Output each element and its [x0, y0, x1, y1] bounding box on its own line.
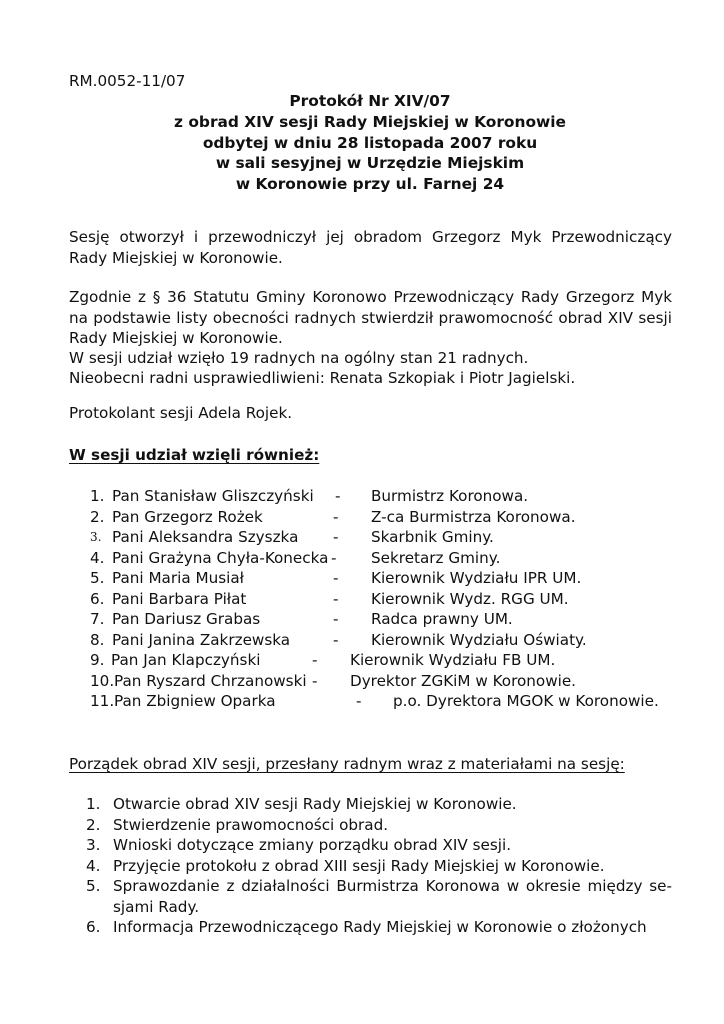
- guest-dash: -: [333, 528, 339, 546]
- intro-paragraph: Sesję otworzył i przewodniczył jej obradom Grzegorz Myk Przewodniczący Rady Miejskiej w Koronowie.: [69, 228, 672, 267]
- title-line-3: odbytej w dniu 28 listopada 2007 roku: [202, 134, 538, 152]
- guest-role: Z-ca Burmistrza Koronowa.: [371, 508, 576, 526]
- guest-name: Pan Jan Klapczyński: [111, 651, 261, 669]
- guest-row: [0, 650, 724, 670]
- guest-number: 2.: [90, 508, 105, 526]
- guest-row: [0, 671, 724, 691]
- guest-row: [0, 507, 724, 527]
- agenda-number: 4.: [86, 857, 101, 875]
- agenda-text: Przyjęcie protokołu z obrad XIII sesji Rady Miejskiej w Koronowie.: [113, 857, 605, 875]
- guest-number: 5.: [90, 569, 105, 587]
- guest-number: 8.: [90, 631, 105, 649]
- guest-dash: -: [333, 610, 339, 628]
- absent-line: Nieobecni radni usprawiedliwieni: Renata Szkopiak i Piotr Jagielski.: [69, 369, 576, 387]
- guest-dash: -: [356, 692, 362, 710]
- guest-name: Pani Grażyna Chyła-Konecka: [112, 549, 329, 567]
- guest-name: Pan Dariusz Grabas: [112, 610, 261, 628]
- agenda-number: 3.: [86, 836, 101, 854]
- guest-name: Pani Maria Musiał: [112, 569, 244, 587]
- agenda-text: Informacja Przewodniczącego Rady Miejskiej w Koronowie o złożonych: [113, 918, 647, 936]
- title-line-1: Protokół Nr XIV/07: [289, 92, 451, 110]
- title-line-2: z obrad XIV sesji Rady Miejskiej w Koronowie: [174, 113, 566, 131]
- guest-name: Pani Aleksandra Szyszka: [112, 528, 299, 546]
- guest-dash: -: [331, 549, 337, 567]
- guest-role: Sekretarz Gminy.: [371, 549, 501, 567]
- agenda-text: Sprawozdanie z działalności Burmistrza Koronowa w okresie między se-sjami Rady.: [113, 877, 672, 916]
- guest-role: Kierownik Wydz. RGG UM.: [371, 590, 569, 608]
- guest-number: 7.: [90, 610, 105, 628]
- agenda-number: 5.: [86, 877, 101, 895]
- guest-role: Kierownik Wydziału Oświaty.: [371, 631, 587, 649]
- title-line-4: w sali sesyjnej w Urzędzie Miejskim: [215, 154, 525, 172]
- guest-row: [0, 691, 724, 711]
- guest-row: [0, 589, 724, 609]
- guest-name: Pan Stanisław Gliszczyński: [112, 487, 314, 505]
- guest-number: 10.: [90, 672, 115, 690]
- guest-row: [0, 527, 724, 547]
- guest-role: Dyrektor ZGKiM w Koronowie.: [350, 672, 577, 690]
- agenda-text: Stwierdzenie prawomocności obrad.: [113, 816, 389, 834]
- agenda-number: 6.: [86, 918, 101, 936]
- quorum-paragraph: Zgodnie z § 36 Statutu Gminy Koronowo Przewodniczący Rady Grzegorz Myk na podstawie listy obecności radnych stwierdził prawomocność obrad XIV sesji Rady Miejskiej w Koronowie.: [69, 288, 672, 347]
- agenda-text: Wnioski dotyczące zmiany porządku obrad XIV sesji.: [113, 836, 512, 854]
- guest-name: Pani Barbara Piłat: [112, 590, 247, 608]
- guest-name: Pan Zbigniew Oparka: [114, 692, 276, 710]
- guest-dash: -: [333, 631, 339, 649]
- guest-row: [0, 548, 724, 568]
- guest-number: 6.: [90, 590, 105, 608]
- guest-role: Skarbnik Gminy.: [371, 528, 494, 546]
- guest-name: Pan Ryszard Chrzanowski: [114, 672, 307, 690]
- guest-number: 11.: [90, 692, 115, 710]
- agenda-heading: Porządek obrad XIV sesji, przesłany radnym wraz z materiałami na sesję:: [69, 755, 625, 773]
- guest-role: Kierownik Wydziału FB UM.: [350, 651, 556, 669]
- guest-number: 1.: [90, 487, 105, 505]
- guest-dash: -: [335, 487, 341, 505]
- guest-dash: -: [333, 590, 339, 608]
- guest-row: [0, 609, 724, 629]
- guest-row: [0, 486, 724, 506]
- guest-role: Burmistrz Koronowa.: [371, 487, 529, 505]
- guest-role: p.o. Dyrektora MGOK w Koronowie.: [393, 692, 659, 710]
- guest-number: 3.: [90, 530, 102, 544]
- guest-row: [0, 630, 724, 650]
- recorder-line: Protokolant sesji Adela Rojek.: [69, 404, 293, 422]
- guest-dash: -: [312, 672, 318, 690]
- guest-role: Radca prawny UM.: [371, 610, 513, 628]
- attendance-line: W sesji udział wzięło 19 radnych na ogólny stan 21 radnych.: [69, 349, 529, 367]
- guest-dash: -: [333, 508, 339, 526]
- document-reference: RM.0052-11/07: [69, 72, 186, 90]
- guests-heading: W sesji udział wzięli również:: [69, 446, 320, 464]
- guest-role: Kierownik Wydziału IPR UM.: [371, 569, 582, 587]
- guest-name: Pani Janina Zakrzewska: [112, 631, 291, 649]
- agenda-text: Otwarcie obrad XIV sesji Rady Miejskiej w Koronowie.: [113, 795, 517, 813]
- guest-row: [0, 568, 724, 588]
- guest-dash: -: [333, 569, 339, 587]
- guest-dash: -: [312, 651, 318, 669]
- title-line-5: w Koronowie przy ul. Farnej 24: [235, 175, 505, 193]
- guest-name: Pan Grzegorz Rożek: [112, 508, 263, 526]
- agenda-number: 1.: [86, 795, 101, 813]
- guest-number: 9.: [90, 651, 105, 669]
- agenda-number: 2.: [86, 816, 101, 834]
- guest-number: 4.: [90, 549, 105, 567]
